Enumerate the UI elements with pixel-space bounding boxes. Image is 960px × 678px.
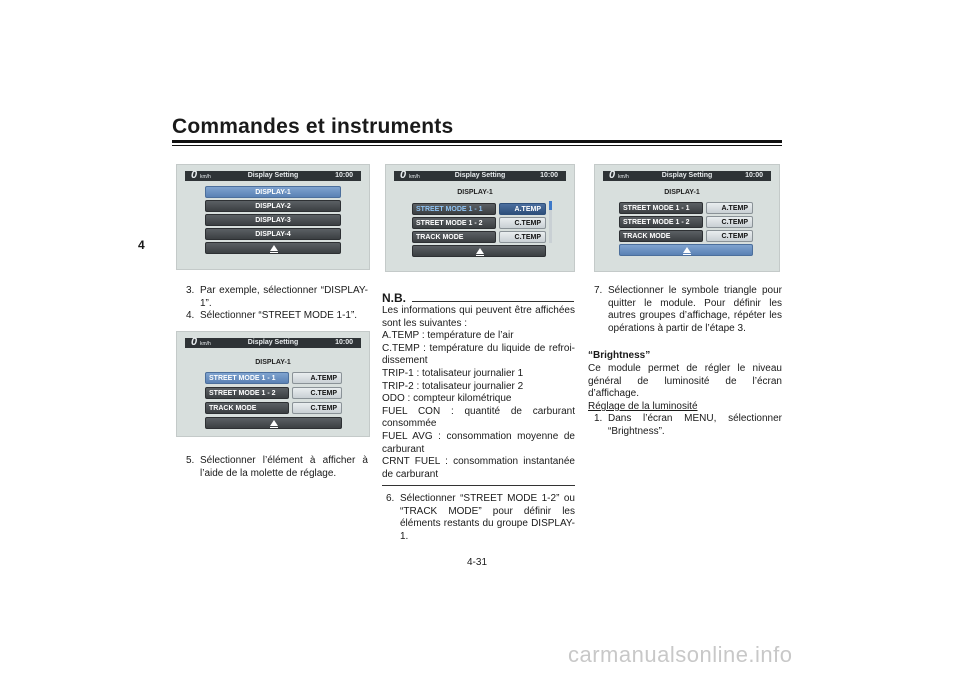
page-number: 4-31 bbox=[467, 557, 488, 568]
speed-readout: 0 bbox=[609, 169, 616, 181]
value-street-1-2[interactable]: C.TEMP bbox=[706, 216, 753, 228]
note-line: CRNT FUEL : consommation instantanée bbox=[382, 456, 575, 468]
value-street-1-1[interactable]: A.TEMP bbox=[292, 372, 342, 384]
note-line: TRIP-2 : totalisateur journalier 2 bbox=[382, 380, 524, 392]
step-7 bbox=[594, 285, 782, 335]
back-triangle-button[interactable] bbox=[205, 417, 342, 429]
display-group-label: DISPLAY-1 bbox=[255, 359, 291, 366]
step-3-text: Par exemple, sélectionner “DISPLAY-1”. bbox=[200, 285, 368, 309]
row-track-mode[interactable]: TRACK MODE bbox=[205, 402, 289, 414]
step-6-text: Sélectionner “STREET MODE 1-2” ou “TRACK MODE” pour définir les éléments restants du groupe DISPLAY-1. bbox=[400, 493, 575, 542]
display-group-label: DISPLAY-1 bbox=[457, 189, 493, 196]
step-1-text: Dans l’écran MENU, sélectionner “Brightness”. bbox=[608, 413, 782, 437]
value-street-1-2[interactable]: C.TEMP bbox=[292, 387, 342, 399]
value-street-1-1[interactable]: A.TEMP bbox=[499, 203, 546, 215]
screen-topbar bbox=[185, 171, 361, 181]
screen-title: Display Setting bbox=[661, 172, 713, 179]
screen-display-1-a bbox=[176, 331, 370, 437]
step-3-number: 3. bbox=[186, 285, 195, 296]
value-track-mode[interactable]: C.TEMP bbox=[706, 230, 753, 242]
brightness-description: Ce module permet de régler le niveau général de luminosité de l’écran d’affichage. bbox=[588, 363, 782, 400]
display-group-label: DISPLAY-1 bbox=[664, 189, 700, 196]
menu-item-display-3[interactable]: DISPLAY-3 bbox=[205, 214, 341, 226]
step-6-number: 6. bbox=[386, 493, 395, 504]
screen-display-1-c bbox=[594, 164, 780, 272]
note-line: A.TEMP : température de l’air bbox=[382, 330, 514, 342]
speed-readout: 0 bbox=[191, 336, 198, 348]
step-1-number: 1. bbox=[594, 413, 603, 424]
back-triangle-button[interactable] bbox=[619, 244, 753, 256]
row-track-mode[interactable]: TRACK MODE bbox=[412, 231, 496, 243]
page-title: Commandes et instruments bbox=[172, 115, 454, 138]
row-street-1-1[interactable]: STREET MODE 1 - 1 bbox=[619, 202, 703, 214]
screen-title: Display Setting bbox=[454, 172, 506, 179]
triangle-base bbox=[476, 255, 484, 256]
note-bottom-rule bbox=[382, 485, 575, 486]
triangle-icon bbox=[476, 248, 484, 254]
note-line: de carburant bbox=[382, 468, 439, 480]
note-heading: N.B. bbox=[382, 291, 406, 305]
note-line: dissement bbox=[382, 355, 428, 367]
row-track-mode[interactable]: TRACK MODE bbox=[619, 230, 703, 242]
value-street-1-1[interactable]: A.TEMP bbox=[706, 202, 753, 214]
screen-display-1-b bbox=[385, 164, 575, 272]
note-top-rule bbox=[412, 301, 574, 302]
step-7-number: 7. bbox=[594, 285, 603, 296]
speed-unit: km/h bbox=[200, 341, 211, 347]
note-line: C.TEMP : température du liquide de refroi- bbox=[382, 342, 575, 354]
watermark-text: carmanualsonline.info bbox=[568, 642, 793, 667]
row-street-1-1[interactable]: STREET MODE 1 - 1 bbox=[412, 203, 496, 215]
screen-topbar bbox=[603, 171, 771, 181]
step-4-number: 4. bbox=[186, 310, 195, 321]
step-5-text: Sélectionner l’élément à afficher à l’aide de la molette de réglage. bbox=[200, 455, 368, 479]
triangle-base bbox=[270, 252, 278, 253]
step-6 bbox=[386, 493, 575, 543]
menu-item-display-4[interactable]: DISPLAY-4 bbox=[205, 228, 341, 240]
note-line: carburant bbox=[382, 443, 425, 455]
header-rule bbox=[172, 140, 782, 143]
note-line: FUEL CON : quantité de carburant bbox=[382, 405, 575, 417]
speed-readout: 0 bbox=[400, 169, 407, 181]
note-line: TRIP-1 : totalisateur journalier 1 bbox=[382, 368, 524, 379]
row-street-1-2[interactable]: STREET MODE 1 - 2 bbox=[412, 217, 496, 229]
header-rule-thin bbox=[172, 145, 782, 146]
step-7-text: Sélectionner le symbole triangle pour quitter le module. Pour définir les autres groupes d’affichage, répéter les opérations à partir de l’étape 3. bbox=[608, 285, 782, 334]
row-street-1-1[interactable]: STREET MODE 1 - 1 bbox=[205, 372, 289, 384]
triangle-base bbox=[683, 254, 691, 255]
brightness-heading: “Brightness” bbox=[588, 350, 651, 361]
back-triangle-button[interactable] bbox=[412, 245, 546, 257]
speed-unit: km/h bbox=[409, 174, 420, 180]
brightness-section-heading: Réglage de la luminosité bbox=[588, 401, 698, 412]
row-street-1-2[interactable]: STREET MODE 1 - 2 bbox=[205, 387, 289, 399]
note-line: Les informations qui peuvent être affichées bbox=[382, 305, 575, 316]
screen-topbar bbox=[394, 171, 566, 181]
row-street-1-2[interactable]: STREET MODE 1 - 2 bbox=[619, 216, 703, 228]
triangle-icon bbox=[683, 247, 691, 253]
clock-readout: 10:00 bbox=[335, 339, 353, 346]
value-track-mode[interactable]: C.TEMP bbox=[499, 231, 546, 243]
triangle-icon bbox=[270, 245, 278, 251]
screen-title: Display Setting bbox=[247, 172, 299, 179]
triangle-base bbox=[270, 427, 278, 428]
menu-item-display-1[interactable]: DISPLAY-1 bbox=[205, 186, 341, 198]
clock-readout: 10:00 bbox=[745, 172, 763, 179]
clock-readout: 10:00 bbox=[335, 172, 353, 179]
step-3 bbox=[186, 285, 368, 310]
step-4-text: Sélectionner “STREET MODE 1-1”. bbox=[200, 310, 358, 321]
screen-topbar bbox=[185, 338, 361, 348]
step-5 bbox=[186, 455, 368, 480]
clock-readout: 10:00 bbox=[540, 172, 558, 179]
screen-title: Display Setting bbox=[247, 339, 299, 346]
speed-readout: 0 bbox=[191, 169, 198, 181]
step-4 bbox=[186, 310, 368, 323]
step-5-number: 5. bbox=[186, 455, 195, 466]
note-line: ODO : compteur kilométrique bbox=[382, 393, 512, 405]
note-line: FUEL AVG : consommation moyenne de bbox=[382, 431, 575, 442]
value-track-mode[interactable]: C.TEMP bbox=[292, 402, 342, 414]
speed-unit: km/h bbox=[200, 174, 211, 180]
note-line: consommée bbox=[382, 418, 437, 430]
value-street-1-2[interactable]: C.TEMP bbox=[499, 217, 546, 229]
back-triangle-button[interactable] bbox=[205, 242, 341, 254]
triangle-icon bbox=[270, 420, 278, 426]
menu-item-display-2[interactable]: DISPLAY-2 bbox=[205, 200, 341, 212]
step-1 bbox=[594, 413, 782, 438]
speed-unit: km/h bbox=[618, 174, 629, 180]
chapter-tab: 4 bbox=[138, 238, 145, 252]
screen-display-list bbox=[176, 164, 370, 270]
value-scroll-thumb[interactable] bbox=[549, 201, 552, 210]
note-line: sont les suivantes : bbox=[382, 317, 468, 329]
